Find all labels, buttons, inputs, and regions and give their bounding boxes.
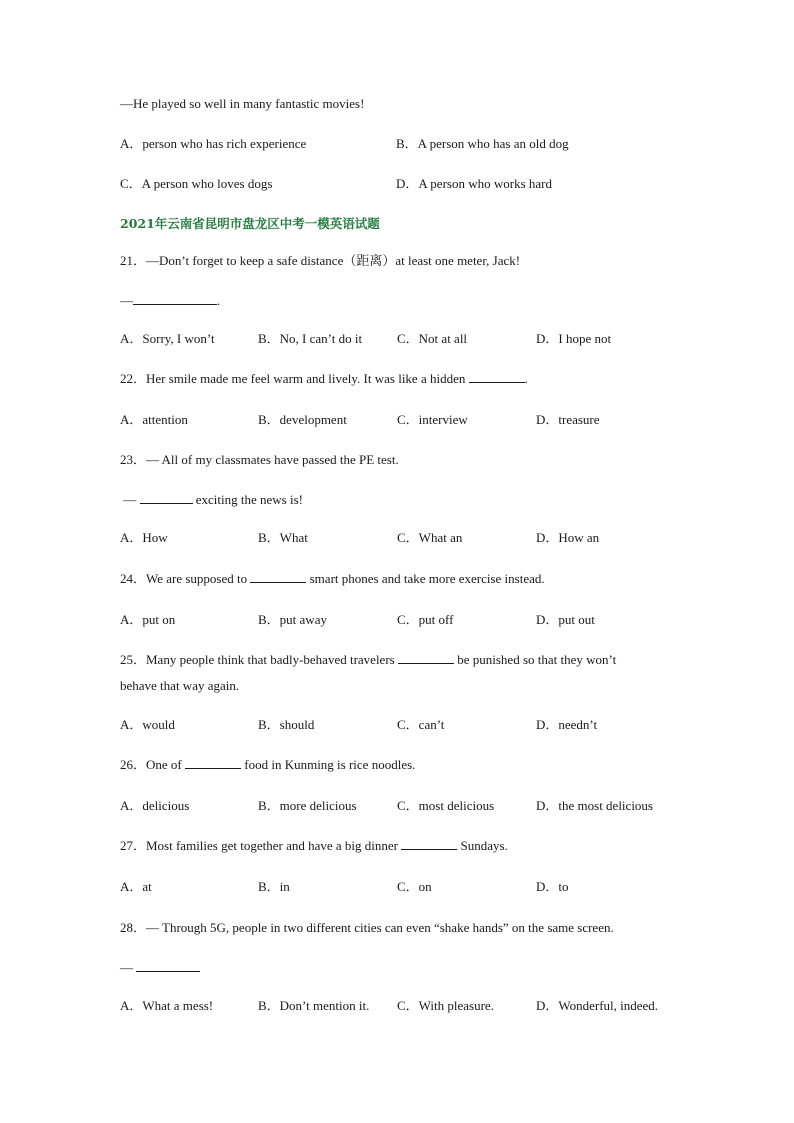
- option-a: A．attention: [120, 412, 188, 427]
- stem-text: 26．One of: [120, 757, 182, 772]
- answer-blank: [469, 370, 525, 383]
- option-c: C．A person who loves dogs: [120, 176, 273, 191]
- option-c: C．interview: [397, 412, 468, 427]
- option-d: D．the most delicious: [536, 798, 653, 813]
- option-c: C．most delicious: [397, 798, 495, 813]
- stem-text: 24．We are supposed to: [120, 571, 248, 586]
- option-a: A．would: [120, 717, 175, 732]
- dash: —: [120, 293, 133, 308]
- stem-text: 27．Most families get together and have a big dinner: [120, 838, 398, 853]
- option-a: A．How: [120, 530, 168, 545]
- option-a: A．Sorry, I won’t: [120, 331, 215, 346]
- question-28-stem: 28．— Through 5G, people in two different cities can even “shake hands” on the same screen.: [120, 920, 614, 935]
- question-26-stem: [120, 756, 415, 774]
- stem-text-end: food in Kunming is rice noodles.: [241, 757, 416, 772]
- answer-blank: [185, 756, 241, 769]
- answer-blank: [398, 651, 454, 664]
- stem-text-end: Sundays.: [457, 838, 508, 853]
- option-a: A．at: [120, 879, 152, 894]
- question-25-stem: [120, 651, 616, 669]
- option-c: C．put off: [397, 612, 454, 627]
- option-d: D．How an: [536, 530, 600, 545]
- stem-text: 25．Many people think that badly-behaved travelers: [120, 652, 395, 667]
- answer-blank: [136, 959, 200, 972]
- option-c: C．What an: [397, 530, 463, 545]
- option-b: B．should: [258, 717, 315, 732]
- answer-blank: [250, 570, 306, 583]
- question-22-stem: [120, 370, 528, 388]
- question-24-stem: [120, 570, 545, 588]
- stem-text-end: exciting the news is!: [192, 492, 303, 507]
- stem-text-end: smart phones and take more exercise instead.: [306, 571, 545, 586]
- dash: —: [120, 492, 140, 507]
- option-b: B．more delicious: [258, 798, 357, 813]
- option-b: B．Don’t mention it.: [258, 998, 370, 1013]
- option-a: A．delicious: [120, 798, 190, 813]
- period: .: [217, 293, 221, 308]
- option-d: D．to: [536, 879, 569, 894]
- answer-blank: [401, 837, 457, 850]
- option-b: B．A person who has an old dog: [396, 136, 569, 151]
- option-b: B．What: [258, 530, 308, 545]
- option-d: D．put out: [536, 612, 595, 627]
- stem-text: 22．Her smile made me feel warm and lively. It was like a hidden: [120, 371, 466, 386]
- question-21-stem: 21．—Don’t forget to keep a safe distance（距离）at least one meter, Jack!: [120, 253, 521, 268]
- question-25-stem-continued: behave that way again.: [120, 678, 240, 693]
- section-title: 2021年云南省昆明市盘龙区中考一模英语试题: [120, 216, 380, 231]
- answer-blank: [133, 292, 217, 305]
- question-23-answer-line: [120, 491, 303, 509]
- dash: —: [120, 960, 137, 975]
- question-23-stem: 23．— All of my classmates have passed the PE test.: [120, 452, 399, 467]
- option-c: C．Not at all: [397, 331, 468, 346]
- option-b: B．development: [258, 412, 347, 427]
- option-d: D．treasure: [536, 412, 600, 427]
- option-b: B．No, I can’t do it: [258, 331, 363, 346]
- option-d: D．needn’t: [536, 717, 598, 732]
- question-21-answer-line: [120, 292, 220, 310]
- option-d: D．I hope not: [536, 331, 612, 346]
- option-b: B．in: [258, 879, 290, 894]
- stem-text-end: .: [524, 371, 528, 386]
- option-b: B．put away: [258, 612, 327, 627]
- option-c: C．can’t: [397, 717, 445, 732]
- option-c: C．on: [397, 879, 432, 894]
- option-d: D．A person who works hard: [396, 176, 552, 191]
- option-a: A．What a mess!: [120, 998, 214, 1013]
- option-d: D．Wonderful, indeed.: [536, 998, 659, 1013]
- option-c: C．With pleasure.: [397, 998, 494, 1013]
- question-27-stem: [120, 837, 508, 855]
- stem-text-end: be punished so that they won’t: [453, 652, 617, 667]
- option-a: A．person who has rich experience: [120, 136, 307, 151]
- question-28-answer-line: [120, 959, 200, 977]
- option-a: A．put on: [120, 612, 176, 627]
- question-stem: —He played so well in many fantastic movies!: [120, 96, 365, 111]
- answer-blank: [140, 491, 193, 504]
